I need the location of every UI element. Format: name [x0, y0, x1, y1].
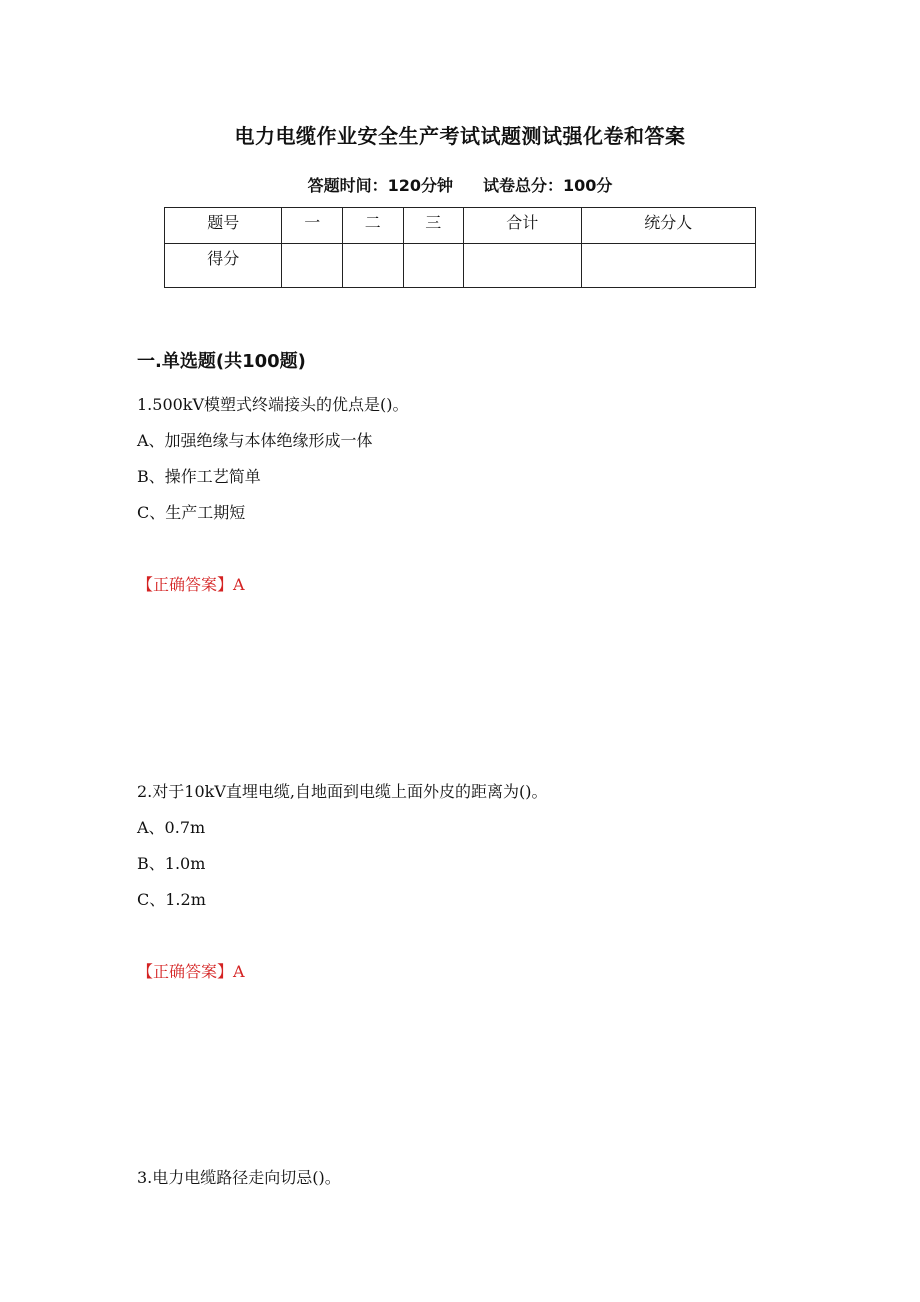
question-option: A、加强绝缘与本体绝缘形成一体	[137, 431, 373, 450]
total-score: 试卷总分：100分	[483, 176, 613, 195]
correct-answer	[137, 572, 245, 595]
score-cell	[343, 244, 404, 288]
question-stem: 1.500kV模塑式终端接头的优点是()。	[137, 395, 409, 414]
score-table-header: 合计	[464, 208, 581, 244]
score-cell	[581, 244, 755, 288]
document-title: 电力电缆作业安全生产考试试题测试强化卷和答案	[234, 124, 686, 148]
question-stem: 2.对于10kV直埋电缆,自地面到电缆上面外皮的距离为()。	[137, 782, 548, 801]
score-table-header: 统分人	[581, 208, 755, 244]
score-cell	[403, 244, 464, 288]
section-title: 一.单选题(共100题)	[137, 351, 306, 372]
score-table-row	[165, 244, 756, 288]
question-option: B、1.0m	[137, 854, 206, 873]
score-cell	[282, 244, 343, 288]
correct-answer	[137, 959, 245, 982]
score-table-header: 三	[403, 208, 464, 244]
score-table-header-row	[165, 208, 756, 244]
question-option: C、生产工期短	[137, 503, 246, 522]
question-option: A、0.7m	[137, 818, 206, 837]
score-table-header: 二	[343, 208, 404, 244]
question-option: C、1.2m	[137, 890, 206, 909]
exam-time: 答题时间：120分钟	[307, 176, 453, 195]
question-stem: 3.电力电缆路径走向切忌()。	[137, 1168, 341, 1187]
question-option: B、操作工艺简单	[137, 467, 261, 486]
score-table-header: 一	[282, 208, 343, 244]
exam-info	[0, 173, 920, 196]
answer-label: 【正确答案】	[137, 575, 234, 594]
score-table	[164, 207, 756, 288]
answer-value: A	[233, 962, 245, 981]
score-cell	[464, 244, 581, 288]
answer-value: A	[233, 575, 245, 594]
answer-label: 【正确答案】	[137, 962, 234, 981]
score-table-header: 题号	[165, 208, 282, 244]
score-row-label: 得分	[165, 244, 282, 288]
